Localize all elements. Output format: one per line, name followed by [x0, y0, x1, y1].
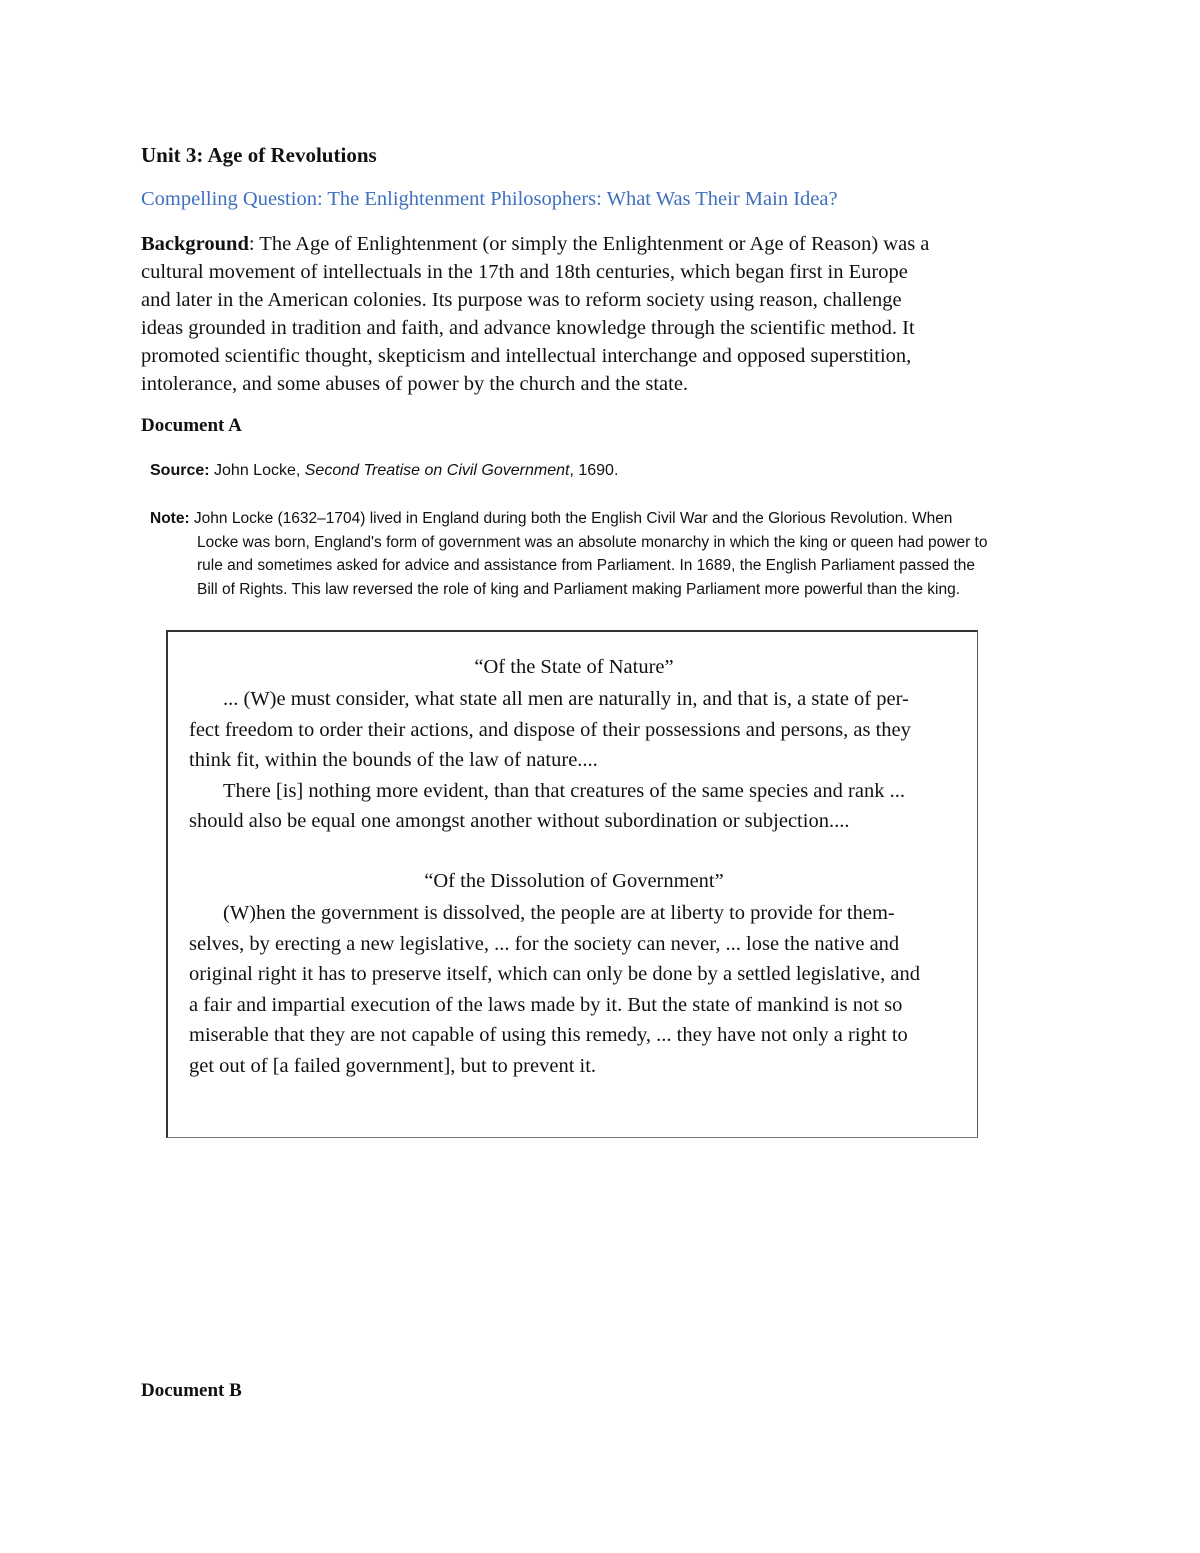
background-line: and later in the American colonies. Its purpose was to reform society using reason, challenge — [141, 289, 902, 311]
excerpt-line: selves, by erecting a new legislative, ... for the society can never, ... lose the native and — [189, 932, 900, 955]
note-line: Bill of Rights. This law reversed the role of king and Parliament making Parliament more powerful than the king. — [197, 580, 961, 598]
excerpt-line: original right it has to preserve itself, which can only be done by a settled legislative, and — [189, 963, 920, 985]
note-line: Note: John Locke (1632–1704) lived in England during both the English Civil War and the Glorious Revolution. When — [150, 510, 953, 527]
source-note — [150, 507, 1050, 601]
excerpt-line: (W)hen the government is dissolved, the people are at liberty to provide for them- — [223, 902, 895, 924]
document-b-heading: Document B — [141, 1380, 242, 1401]
excerpt-line: get out of [a failed government], but to prevent it. — [189, 1054, 597, 1077]
excerpt-line: think fit, within the bounds of the law of nature.... — [189, 749, 598, 771]
source-citation — [150, 460, 618, 482]
source-author: John Locke, — [209, 462, 305, 479]
background-line: Background: The Age of Enlightenment (or simply the Enlightenment or Age of Reason) was a — [141, 233, 930, 255]
note-label: Note: — [150, 510, 190, 527]
background-line: ideas grounded in tradition and faith, and advance knowledge through the scientific method. It — [141, 317, 915, 339]
source-year: , 1690. — [569, 462, 619, 479]
background-label: Background — [141, 233, 249, 255]
source-label: Source: — [150, 462, 210, 479]
source-work-title: Second Treatise on Civil Government — [304, 462, 570, 479]
excerpt-line: There [is] nothing more evident, than that creatures of the same species and rank ... — [223, 779, 905, 802]
note-line: rule and sometimes asked for advice and assistance from Parliament. In 1689, the English Parliament passed the — [197, 557, 975, 574]
excerpt-heading-dissolution-of-government: “Of the Dissolution of Government” — [424, 870, 724, 892]
background-line: promoted scientific thought, skepticism and intellectual interchange and opposed superstition, — [141, 345, 912, 367]
background-line: cultural movement of intellectuals in the 17th and 18th centuries, which began first in Europe — [141, 261, 908, 283]
excerpt-line: miserable that they are not capable of using this remedy, ... they have not only a right to — [189, 1024, 908, 1046]
excerpt-heading-state-of-nature: “Of the State of Nature” — [474, 656, 674, 678]
excerpt-line: a fair and impartial execution of the laws made by it. But the state of mankind is not so — [189, 993, 903, 1016]
document-a-heading: Document A — [141, 415, 242, 436]
excerpt-body-state-of-nature — [189, 684, 969, 837]
excerpt-body-dissolution-of-government — [189, 898, 969, 1081]
excerpt-line: fect freedom to order their actions, and dispose of their possessions and persons, as they — [189, 718, 911, 741]
excerpt-line: should also be equal one amongst another without subordination or subjection.... — [189, 810, 850, 832]
compelling-question: Compelling Question: The Enlightenment Philosophers: What Was Their Main Idea? — [141, 188, 838, 210]
background-paragraph — [141, 230, 1071, 398]
excerpt-line: ... (W)e must consider, what state all men are naturally in, and that is, a state of per- — [223, 688, 909, 710]
primary-source-excerpt-box — [166, 630, 978, 1138]
note-line: Locke was born, England's form of government was an absolute monarchy in which the king or queen had power to — [197, 533, 988, 551]
background-line: intolerance, and some abuses of power by the church and the state. — [141, 373, 689, 395]
unit-title: Unit 3: Age of Revolutions — [141, 143, 377, 167]
